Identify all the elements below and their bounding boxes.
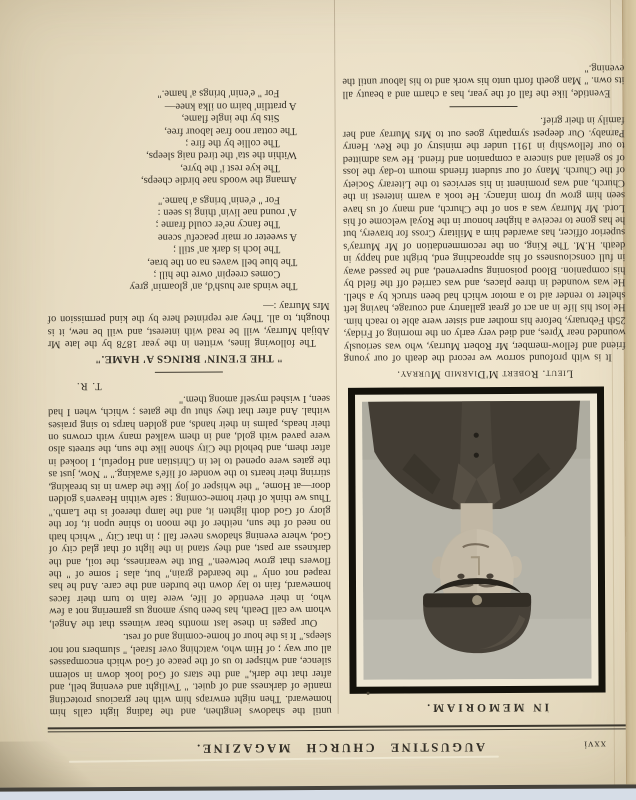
column-right (46, 0, 332, 717)
poem-line: A' round nae livin' thing is seen : (157, 206, 298, 218)
poem-line: A sweeter or mair peacefu' scene (157, 230, 298, 243)
text-columns (46, 0, 628, 717)
section-divider-rule (450, 106, 518, 107)
poem-heading: " THE E'ENIN' BRINGS A' HAME." (94, 352, 283, 366)
corner-shadow (0, 741, 119, 788)
column-left (342, 0, 628, 716)
poem-line: The loch is dark an' still ; (172, 243, 281, 255)
in-memoriam-heading: IN MEMORIAM. (424, 700, 550, 714)
continuation-paragraph-1: until the shadows lengthen, and the fading light calls him homeward. Then night enwraps him with her gracious protecting mantle of darkness and of quiet. " Twilight and evening bell, and after that the dark," and the stars of God look down in solemn silence, and whisper to us of the peace of God which encompasses all our way ; of Him who, watching over Israel, " slumbers not nor sleeps." It is the hour of home-coming and of rest. (49, 630, 332, 718)
poem-line: The fancy ne'er could frame ; (155, 218, 281, 231)
poem-line: Comes creepin' owre the hill ; (153, 268, 281, 280)
continuation-paragraph-2: Our pages in these last months bear witness that the Angel, whom we call Death, has been busy among us garnering not a few who, in their eventide of life, were fain to turn their faces homeward, fain to lay down the burden and the care. And he has reaped not only " the bearded grain," but, alas ! some of " the flowers that grow between." But the weariness, the toil, and the darkness are past, and they stand in the light of that glad city of God, where evening shadows never fall ; in that City " which hath no need of the sun, neither of the moon to shine upon it, for the glory of God doth lighten it, and the lamp thereof is the Lamb." Thus we think of their home-coming : safe within Heaven's golden door—at Home, " the whisper of joy like the dawn in its breaking, stirring their hearts to the wonder of life's awaking." " Now, just as the gates were opened to let in Christian and Hopeful, I looked in after them, and behold the City shone like the sun, the streets also were paved with gold, and in them walked many with crowns on their heads, palms in their hands, and golden harps to sing praises withal. And after that they shut up the gates ; which, when I had seen, I wished myself among them." (48, 392, 332, 630)
poem-line: Within the sta' the tired naig sleeps, (146, 149, 297, 162)
magazine-title: AUGUSTINE CHURCH MAGAZINE. (194, 740, 486, 756)
soldier-photo-frame (348, 387, 606, 694)
poem-line: Sits by the ingle flame, (181, 112, 280, 124)
page-number: xxvi (583, 738, 606, 750)
poem-stanza-1 (47, 192, 298, 293)
eventide-paragraph: Eventide, like the fall of the year, has a charm and a beauty all its own. " Man goeth forth unto his work and to his labour until the evening." (342, 62, 625, 100)
poem-line: The cottar noo frae labour free, (164, 124, 297, 137)
poem-line: For " e'enin' brings a' hame." (157, 87, 280, 100)
soldier-portrait-photo (362, 401, 591, 680)
poem-line: For " e'enin' brings a' hame." (157, 193, 281, 206)
obituary-paragraph: It is with profound sorrow we record the death of our young friend and fellow-member, Mr Robert Murray, who was seriously wounded near Ypres, and died very early on the morning of Friday, 25th February, before his mother and sister were able to reach him. He lost his life in an act of great gallantry and courage, having left shelter to render aid to a motor which had been struck by a shell. He was wounded in three places, and was carried off the field by his companion. Blood poisoning supervened, and he passed away in full consciousness of his approaching end, bright and happy in death. H.M. The King, on the recommendation of Mr Murray's superior officer, has awarded him a Military Cross for bravery, but he has gone to receive a higher honour in the Royal welcome of his Lord. Mr Murray was a son of the Church, and many of us have seen him grow up from infancy. He took a warm interest in the Church, and was prominent in his services to the Literary Society of the Church. Many of our student friends mourn to-day the loss of so genial and sincere a companion and friend. He was admitted to our fellowship in 1911 under the ministry of the Rev. Henry Parnaby. Our deepest sympathy goes out to Mrs Murray and her family in their grief. (342, 114, 626, 364)
photo-caption: Lieut. Robert M'Diarmid Murray. (396, 367, 574, 381)
poem-line: The kye rest i' the byre, (180, 161, 280, 174)
poem-introduction: The following lines, written in the year 1878 by the late Mr Abijah Murray, will be read with interest, and will be new, it is thought, to all. They are reprinted here by the kind permission of Mrs Murray :— (47, 299, 330, 350)
poem-line: The winds are hush'd, an' gloamin' grey (129, 280, 298, 293)
author-initials: T. R. (75, 380, 102, 392)
poem-stanza-2 (46, 86, 297, 187)
poem-line: The collie by the fire ; (185, 137, 280, 149)
header-rule-thin (48, 728, 626, 732)
paper-specks (367, 692, 370, 695)
page-header (52, 733, 628, 756)
poem-divider-rule (155, 372, 223, 373)
poem-line: A prattlin' bairn on ilka knee— (164, 99, 297, 112)
poem-line: Amang the woods nae birdie cheeps, (140, 174, 297, 187)
poem-line: The blue bell waves na on the brae, (147, 255, 298, 268)
